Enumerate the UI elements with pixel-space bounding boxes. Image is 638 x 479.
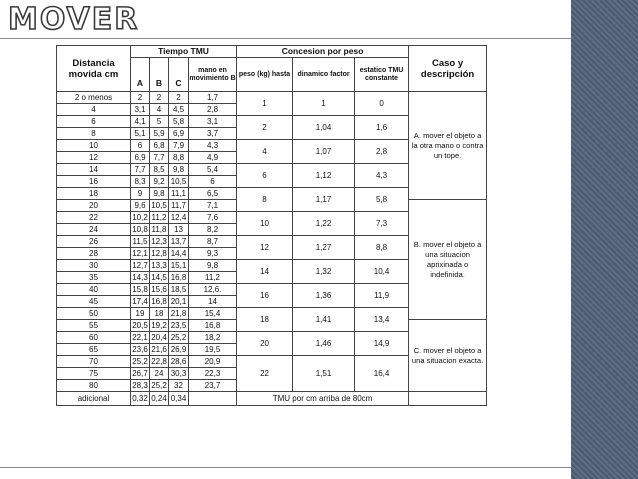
- hand-motion-cell: 20,9: [189, 356, 237, 368]
- tmu-c-cell: 10,5: [169, 176, 189, 188]
- tmu-b-cell: 13,3: [151, 261, 167, 270]
- tmu-c-cell: 25,2: [169, 332, 189, 344]
- distance-cell: 55: [57, 320, 131, 332]
- tmu-a-cell: 14,3: [132, 273, 148, 282]
- distance-cell: 26: [57, 236, 131, 248]
- distance-cell: 70: [57, 356, 131, 368]
- tmu-a-cell: 19: [131, 308, 150, 320]
- header-peso-hasta: peso (kg) hasta: [237, 58, 293, 92]
- dynamic-factor-cell: 1,12: [293, 164, 355, 188]
- weight-limit-cell: 22: [237, 356, 293, 392]
- decorative-side-strip: [571, 0, 638, 479]
- static-constant-cell: 1,6: [355, 116, 409, 140]
- tmu-c-cell: 14,4: [169, 248, 189, 260]
- case-description-b: B. mover el objeto a una situacion aprixinada o indefinida.: [409, 200, 487, 320]
- tmu-c-cell: 23,5: [169, 320, 189, 332]
- distance-cell: 30: [57, 260, 131, 272]
- footer-note-cell: TMU por cm arriba de 80cm: [237, 392, 409, 406]
- header-col-c: C: [169, 58, 189, 92]
- hand-motion-cell: 9,3: [189, 248, 237, 260]
- distance-cell: 10: [57, 140, 131, 152]
- header-concesion-peso: Concesion por peso: [237, 46, 409, 58]
- tmu-b-cell: 19,2: [151, 321, 167, 330]
- weight-limit-cell: 1: [237, 92, 293, 116]
- hand-motion-cell: 23,7: [189, 380, 237, 392]
- tmu-a-cell: 7,7: [131, 164, 150, 176]
- hand-motion-cell: 7,1: [189, 200, 237, 212]
- static-constant-cell: 16,4: [355, 356, 409, 392]
- tmu-a-cell: 10,8: [132, 225, 148, 234]
- tmu-a-cell: 2: [131, 92, 150, 104]
- tmu-c-cell: 6,9: [169, 128, 189, 140]
- hand-motion-cell: 8,2: [189, 224, 237, 236]
- tmu-a-cell: 6: [131, 140, 150, 152]
- tmu-a-cell: 12,1: [132, 249, 148, 258]
- tmu-c-cell: 4,5: [169, 104, 189, 116]
- tmu-b-cell: 15,6: [151, 285, 167, 294]
- tmu-c-cell: 5,8: [169, 116, 189, 128]
- tmu-b-cell: 20,4: [151, 333, 167, 342]
- weight-limit-cell: 4: [237, 140, 293, 164]
- static-constant-cell: 11,9: [355, 284, 409, 308]
- tmu-b-cell: 9,2: [150, 176, 169, 188]
- tmu-c-cell: 8,8: [169, 152, 189, 164]
- footer-c-cell: 0,34: [169, 392, 189, 406]
- dynamic-factor-cell: 1,51: [293, 356, 355, 392]
- dynamic-factor-cell: 1,04: [293, 116, 355, 140]
- dynamic-factor-cell: 1,22: [293, 212, 355, 236]
- footer-row: [57, 392, 487, 406]
- tmu-b-cell: 18: [150, 308, 169, 320]
- tmu-c-cell: 7,9: [169, 140, 189, 152]
- hand-motion-cell: 5,4: [189, 164, 237, 176]
- tmu-b-cell: 4: [150, 104, 169, 116]
- distance-cell: 75: [57, 368, 131, 380]
- static-constant-cell: 0: [355, 92, 409, 116]
- tmu-a-cell: 12,7: [132, 261, 148, 270]
- static-constant-cell: 10,4: [355, 260, 409, 284]
- tmu-b-cell: 16,8: [151, 297, 167, 306]
- weight-limit-cell: 6: [237, 164, 293, 188]
- tmu-c-cell: 12,4: [169, 212, 189, 224]
- table-row: [57, 92, 487, 104]
- dynamic-factor-cell: 1,41: [293, 308, 355, 332]
- static-constant-cell: 2,8: [355, 140, 409, 164]
- tmu-c-cell: 28,6: [169, 356, 189, 368]
- hand-motion-cell: 22,3: [189, 368, 237, 380]
- distance-cell: 45: [57, 296, 131, 308]
- distance-cell: 18: [57, 188, 131, 200]
- dynamic-factor-cell: 1,36: [293, 284, 355, 308]
- distance-cell: 50: [57, 308, 131, 320]
- distance-cell: 40: [57, 284, 131, 296]
- footer-blank-cell: [409, 392, 487, 406]
- static-constant-cell: 7,3: [355, 212, 409, 236]
- tmu-b-cell: 6,8: [150, 140, 169, 152]
- tmu-b-cell: 2: [150, 92, 169, 104]
- tmu-c-cell: 21,8: [169, 308, 189, 320]
- distance-cell: 28: [57, 248, 131, 260]
- weight-limit-cell: 14: [237, 260, 293, 284]
- footer-label-cell: adicional: [57, 392, 131, 406]
- dynamic-factor-cell: 1: [293, 92, 355, 116]
- static-constant-cell: 8,8: [355, 236, 409, 260]
- tmu-a-cell: 26,7: [132, 369, 148, 378]
- tmu-c-cell: 30,3: [169, 368, 189, 380]
- header-estatico-tmu: estatico TMU constante: [355, 58, 409, 92]
- tmu-b-cell: 21,6: [151, 345, 167, 354]
- tmu-b-cell: 10,5: [151, 201, 167, 210]
- tmu-a-cell: 17,4: [132, 297, 148, 306]
- tmu-a-cell: 5,1: [131, 128, 150, 140]
- distance-cell: 35: [57, 272, 131, 284]
- tmu-b-cell: 8,5: [150, 164, 169, 176]
- tmu-b-cell: 25,2: [151, 381, 167, 390]
- distance-cell: 22: [57, 212, 131, 224]
- tmu-c-cell: 16,8: [169, 272, 189, 284]
- header-col-a: A: [131, 58, 150, 92]
- tmu-c-cell: 20,1: [169, 296, 189, 308]
- tmu-b-cell: 12,3: [151, 237, 167, 246]
- tmu-a-cell: 9: [131, 188, 150, 200]
- hand-motion-cell: 7,6: [189, 212, 237, 224]
- footer-a-cell: 0,32: [131, 392, 150, 406]
- weight-limit-cell: 8: [237, 188, 293, 212]
- tmu-a-cell: 22,1: [132, 333, 148, 342]
- dynamic-factor-cell: 1,07: [293, 140, 355, 164]
- tmu-b-cell: 9,8: [150, 188, 169, 200]
- tmu-a-cell: 4,1: [131, 116, 150, 128]
- hand-motion-cell: 16,8: [189, 320, 237, 332]
- hand-motion-cell: 4,9: [189, 152, 237, 164]
- weight-limit-cell: 10: [237, 212, 293, 236]
- tmu-c-cell: 15,1: [169, 260, 189, 272]
- weight-limit-cell: 20: [237, 332, 293, 356]
- hand-motion-cell: 18,2: [189, 332, 237, 344]
- tmu-c-cell: 2: [169, 92, 189, 104]
- distance-cell: 16: [57, 176, 131, 188]
- header-hand-in-motion: mano en movimiento B: [189, 58, 237, 92]
- tmu-c-cell: 13,7: [169, 236, 189, 248]
- tmu-c-cell: 11,1: [169, 188, 189, 200]
- dynamic-factor-cell: 1,27: [293, 236, 355, 260]
- slide-title: MOVER: [8, 2, 140, 37]
- hand-motion-cell: 6,5: [189, 188, 237, 200]
- tmu-c-cell: 32: [169, 380, 189, 392]
- hand-motion-cell: 4,3: [189, 140, 237, 152]
- dynamic-factor-cell: 1,46: [293, 332, 355, 356]
- tmu-a-cell: 6,9: [131, 152, 150, 164]
- hand-motion-cell: 3,1: [189, 116, 237, 128]
- distance-cell: 24: [57, 224, 131, 236]
- header-tiempo-tmu: Tiempo TMU: [131, 46, 237, 58]
- hand-motion-cell: 2,8: [189, 104, 237, 116]
- tmu-a-cell: 25,2: [132, 357, 148, 366]
- tmu-b-cell: 11,2: [150, 212, 169, 224]
- tmu-b-cell: 7,7: [150, 152, 169, 164]
- hand-motion-cell: 12,6.: [189, 284, 237, 296]
- weight-limit-cell: 12: [237, 236, 293, 260]
- static-constant-cell: 4,3: [355, 164, 409, 188]
- static-constant-cell: 5,8: [355, 188, 409, 212]
- hand-motion-cell: 14: [189, 296, 237, 308]
- tmu-b-cell: 5: [150, 116, 169, 128]
- tmu-b-cell: 14,5: [151, 273, 167, 282]
- tmu-c-cell: 26,9: [169, 344, 189, 356]
- tmu-a-cell: 28,3: [132, 381, 148, 390]
- hand-motion-cell: 9,8: [189, 260, 237, 272]
- tmu-c-cell: 13: [169, 224, 189, 236]
- weight-limit-cell: 2: [237, 116, 293, 140]
- header-caso-descripcion: Caso y descripción: [409, 46, 487, 92]
- footer-b-cell: 0,24: [150, 392, 169, 406]
- tmu-a-cell: 15,8: [132, 285, 148, 294]
- header-col-b: B: [150, 58, 169, 92]
- table-body: [57, 92, 487, 406]
- distance-cell: 2 o menos: [57, 92, 131, 104]
- header-distance: Distancia movida cm: [57, 46, 131, 92]
- distance-cell: 6: [57, 116, 131, 128]
- weight-limit-cell: 18: [237, 308, 293, 332]
- distance-cell: 60: [57, 332, 131, 344]
- tmu-a-cell: 23,6: [132, 345, 148, 354]
- tmu-a-cell: 10,2: [132, 213, 148, 222]
- distance-cell: 4: [57, 104, 131, 116]
- hand-motion-cell: 11,2: [189, 272, 237, 284]
- tmu-c-cell: 18,5: [169, 284, 189, 296]
- tmu-b-cell: 12,8: [151, 249, 167, 258]
- dynamic-factor-cell: 1,17: [293, 188, 355, 212]
- tmu-b-cell: 11,8: [150, 224, 169, 236]
- distance-cell: 14: [57, 164, 131, 176]
- tmu-a-cell: 20,5: [132, 321, 148, 330]
- static-constant-cell: 14,9: [355, 332, 409, 356]
- distance-cell: 8: [57, 128, 131, 140]
- hand-motion-cell: 15,4: [189, 308, 237, 320]
- distance-cell: 80: [57, 380, 131, 392]
- tmu-a-cell: 9,6: [131, 200, 150, 212]
- static-constant-cell: 13,4: [355, 308, 409, 332]
- tmu-c-cell: 9,8: [169, 164, 189, 176]
- distance-cell: 65: [57, 344, 131, 356]
- hand-motion-cell: 3,7: [189, 128, 237, 140]
- weight-limit-cell: 16: [237, 284, 293, 308]
- hand-motion-cell: 8,7: [189, 236, 237, 248]
- tmu-move-table: [56, 45, 487, 406]
- tmu-a-cell: 3,1: [131, 104, 150, 116]
- dynamic-factor-cell: 1,32: [293, 260, 355, 284]
- distance-cell: 12: [57, 152, 131, 164]
- case-description-a: A. mover el objeto a la otra mano o contra un tope.: [409, 92, 487, 200]
- tmu-a-cell: 11,5: [131, 236, 150, 248]
- tmu-a-cell: 8,3: [131, 176, 150, 188]
- hand-motion-cell: 6: [189, 176, 237, 188]
- distance-cell: 20: [57, 200, 131, 212]
- hand-motion-cell: 19,5: [189, 344, 237, 356]
- hand-motion-cell: 1,7: [189, 92, 237, 104]
- tmu-b-cell: 5,9: [150, 128, 169, 140]
- tmu-b-cell: 22,8: [151, 357, 167, 366]
- case-description-c: C. mover el objeto a una situacion exacta.: [409, 320, 487, 392]
- tmu-c-cell: 11,7: [169, 200, 189, 212]
- header-dinamico-factor: dinamico factor: [293, 58, 355, 92]
- footer-empty-cell: [189, 392, 237, 406]
- tmu-b-cell: 24: [150, 368, 169, 380]
